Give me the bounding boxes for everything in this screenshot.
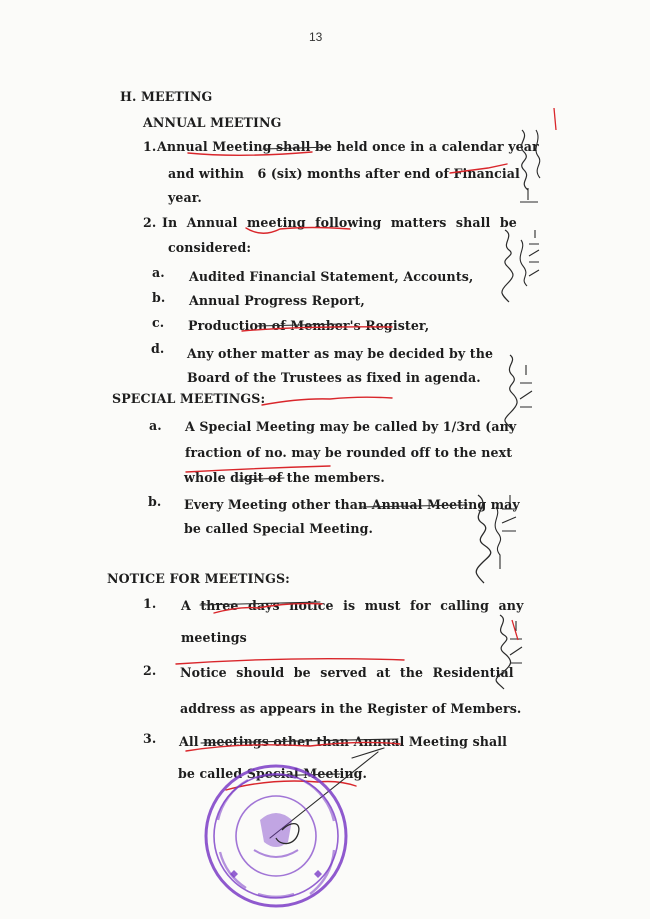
margin-signature-4: [476, 495, 516, 583]
special-item-b-line-2: be called Special Meeting.: [184, 521, 374, 536]
notice-item-2-line-1: Notice should be served at the Residential: [180, 665, 514, 680]
margin-signature-2: [502, 230, 539, 302]
notice-item-1-number: 1.: [143, 596, 157, 611]
special-item-b-label: b.: [148, 494, 162, 509]
annual-meeting-heading: ANNUAL MEETING: [143, 115, 282, 130]
annual-item-1-line-2: and within 6 (six) months after end of Financial: [168, 166, 520, 181]
subitem-d-line-1: Any other matter as may be decided by the: [187, 346, 494, 361]
notice-item-3-line-2: be called Special Meeting.: [178, 766, 368, 781]
notice-heading: NOTICE FOR MEETINGS:: [107, 571, 290, 586]
annual-item-1-line-1: Annual Meeting shall be held once in a calendar year: [157, 139, 539, 154]
margin-signature-1: [520, 130, 540, 202]
notice-item-2-number: 2.: [143, 663, 157, 678]
subitem-c-label: c.: [152, 315, 165, 330]
official-seal-stamp: [206, 766, 346, 906]
annual-item-2-line-1: In Annual meeting following matters shall be: [162, 215, 517, 230]
special-item-a-line-1: A Special Meeting may be called by 1/3rd (any: [185, 419, 517, 434]
notice-item-2-line-2: address as appears in the Register of Members.: [180, 701, 522, 716]
special-item-a-line-3: whole digit of the members.: [184, 470, 385, 485]
margin-signature-5: [496, 615, 522, 689]
subitem-a-text: Audited Financial Statement, Accounts,: [189, 269, 474, 284]
notice-item-3-number: 3.: [143, 731, 157, 746]
subitem-d-line-2: Board of the Trustees as fixed in agenda.: [187, 370, 481, 385]
red-ink-underlines: [176, 152, 507, 790]
special-item-a-line-2: fraction of no. may be rounded off to the next: [185, 445, 513, 460]
notice-item-1-line-2: meetings: [181, 630, 247, 645]
special-meetings-heading: SPECIAL MEETINGS:: [112, 391, 266, 406]
special-item-b-line-1: Every Meeting other than Annual Meeting may: [184, 497, 520, 512]
special-item-a-label: a.: [149, 418, 162, 433]
annual-item-2-number: 2.: [143, 215, 157, 230]
subitem-a-label: a.: [152, 265, 165, 280]
margin-red-mark-2: [554, 108, 556, 130]
section-heading: H. MEETING: [120, 89, 213, 104]
margin-signature-3: [505, 355, 532, 429]
annual-item-1-number: 1.: [143, 139, 157, 154]
subitem-b-label: b.: [152, 290, 166, 305]
subitem-c-text: Production of Member's Register,: [188, 318, 430, 333]
annual-item-2-line-2: considered:: [168, 240, 252, 255]
margin-red-mark-1: [512, 620, 518, 640]
annual-item-1-line-3: year.: [168, 190, 202, 205]
subitem-b-text: Annual Progress Report,: [189, 293, 365, 308]
subitem-d-label: d.: [151, 341, 165, 356]
margin-handwritten-notes: [476, 108, 556, 689]
notice-item-3-line-1: All meetings other than Annual Meeting shall: [179, 734, 508, 749]
notice-item-1-line-1: A three days notice is must for calling any: [181, 598, 524, 613]
handwritten-strikethroughs: [200, 147, 467, 838]
page-number: 13: [309, 30, 323, 44]
